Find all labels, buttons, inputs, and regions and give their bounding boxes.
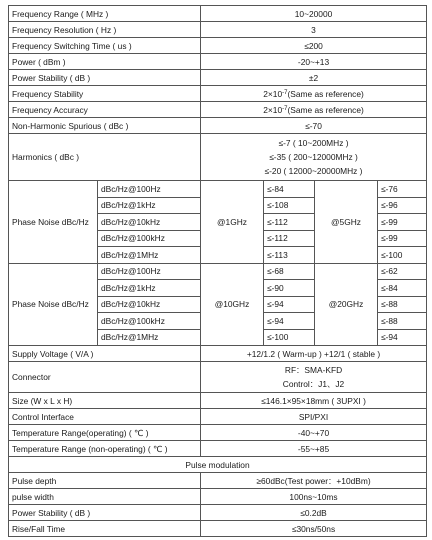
phase-noise-value: ≤-100 — [264, 329, 315, 346]
param-value — [201, 86, 427, 102]
param-label: Power ( dBm ) — [9, 54, 201, 70]
phase-noise-row — [9, 181, 427, 198]
row-rise-fall-time — [9, 521, 427, 537]
harmonic-line: ≤-20 ( 12000~20000MHz ) — [264, 166, 363, 176]
row-spurious — [9, 118, 427, 134]
param-label: Frequency Switching Time ( us ) — [9, 38, 201, 54]
connector-control: Control：J1、J2 — [282, 379, 345, 389]
row-size — [9, 393, 427, 409]
param-value: SPI/PXI — [201, 409, 427, 425]
row-supply-voltage — [9, 346, 427, 362]
phase-noise-value: ≤-112 — [264, 214, 315, 231]
param-value: ≤-70 — [201, 118, 427, 134]
phase-noise-value: ≤-94 — [264, 296, 315, 313]
param-label: Frequency Accuracy — [9, 102, 201, 118]
param-value: -40~+70 — [201, 425, 427, 441]
harmonic-line: ≤-35 ( 200~12000MHz ) — [269, 152, 358, 162]
param-label: Connector — [9, 362, 201, 393]
carrier-frequency: @5GHz — [315, 181, 378, 264]
phase-noise-value: ≤-88 — [378, 296, 427, 313]
row-power-stability — [9, 70, 427, 86]
param-value: ≥60dBc(Test power：+10dBm) — [201, 473, 427, 489]
offset-label: dBc/Hz@10kHz — [98, 296, 201, 313]
param-value: ≤200 — [201, 38, 427, 54]
param-label: Control Interface — [9, 409, 201, 425]
phase-noise-label: Phase Noise dBc/Hz — [9, 263, 98, 346]
value-base: 2×10 — [263, 88, 283, 99]
offset-label: dBc/Hz@1MHz — [98, 329, 201, 346]
param-label: Frequency Range ( MHz ) — [9, 6, 201, 22]
param-label: Frequency Resolution ( Hz ) — [9, 22, 201, 38]
phase-noise-value: ≤-94 — [264, 313, 315, 330]
offset-label: dBc/Hz@1MHz — [98, 247, 201, 264]
phase-noise-value: ≤-90 — [264, 280, 315, 297]
param-value: -20~+13 — [201, 54, 427, 70]
row-temp-operating — [9, 425, 427, 441]
value-suffix: (Same as reference) — [287, 104, 364, 115]
connector-rf: RF：SMA-KFD — [284, 365, 343, 375]
phase-noise-label: Phase Noise dBc/Hz — [9, 181, 98, 264]
offset-label: dBc/Hz@1kHz — [98, 280, 201, 297]
param-label: Size (W x L x H) — [9, 393, 201, 409]
param-label: Pulse depth — [9, 473, 201, 489]
carrier-frequency: @10GHz — [201, 263, 264, 346]
phase-noise-value: ≤-88 — [378, 313, 427, 330]
param-value: -55~+85 — [201, 441, 427, 457]
param-value: ≤146.1×95×18mm ( 3UPXI ) — [201, 393, 427, 409]
param-label: Non-Harmonic Spurious ( dBc ) — [9, 118, 201, 134]
param-label: Temperature Range (non-operating) ( ℃ ) — [9, 441, 201, 457]
phase-noise-value: ≤-76 — [378, 181, 427, 198]
phase-noise-value: ≤-100 — [378, 247, 427, 264]
param-value: ≤0.2dB — [201, 505, 427, 521]
offset-label: dBc/Hz@100kHz — [98, 230, 201, 247]
row-switching-time — [9, 38, 427, 54]
value-exponent: -7 — [282, 105, 288, 112]
row-frequency-stability — [9, 86, 427, 102]
section-pulse-modulation — [9, 457, 427, 473]
param-value — [201, 362, 427, 393]
value-exponent: -7 — [282, 89, 288, 96]
phase-noise-value: ≤-62 — [378, 263, 427, 280]
param-value: +12/1.2 ( Warm-up ) +12/1 ( stable ) — [201, 346, 427, 362]
specification-table — [8, 5, 427, 537]
phase-noise-value: ≤-99 — [378, 230, 427, 247]
param-label: Frequency Stability — [9, 86, 201, 102]
row-connector — [9, 362, 427, 393]
param-label: Rise/Fall Time — [9, 521, 201, 537]
carrier-frequency: @20GHz — [315, 263, 378, 346]
phase-noise-value: ≤-84 — [264, 181, 315, 198]
carrier-frequency: @1GHz — [201, 181, 264, 264]
param-label: Power Stability ( dB ) — [9, 505, 201, 521]
value-suffix: (Same as reference) — [287, 88, 364, 99]
param-value: 10~20000 — [201, 6, 427, 22]
offset-label: dBc/Hz@100Hz — [98, 263, 201, 280]
row-pulse-width — [9, 489, 427, 505]
offset-label: dBc/Hz@100kHz — [98, 313, 201, 330]
row-control-interface — [9, 409, 427, 425]
row-pulse-power-stability — [9, 505, 427, 521]
value-base: 2×10 — [263, 104, 283, 115]
phase-noise-row — [9, 263, 427, 280]
row-frequency-resolution — [9, 22, 427, 38]
param-value: ±2 — [201, 70, 427, 86]
harmonic-line: ≤-7 ( 10~200MHz ) — [278, 138, 349, 148]
row-frequency-range — [9, 6, 427, 22]
phase-noise-value: ≤-84 — [378, 280, 427, 297]
param-label: Supply Voltage ( V/A ) — [9, 346, 201, 362]
offset-label: dBc/Hz@100Hz — [98, 181, 201, 198]
param-label: pulse width — [9, 489, 201, 505]
param-value: ≤30ns/50ns — [201, 521, 427, 537]
row-pulse-depth — [9, 473, 427, 489]
phase-noise-value: ≤-94 — [378, 329, 427, 346]
offset-label: dBc/Hz@10kHz — [98, 214, 201, 231]
param-value: 100ns~10ms — [201, 489, 427, 505]
phase-noise-value: ≤-113 — [264, 247, 315, 264]
param-label: Harmonics ( dBc ) — [9, 134, 201, 181]
phase-noise-value: ≤-99 — [378, 214, 427, 231]
phase-noise-value: ≤-96 — [378, 197, 427, 214]
param-value: 3 — [201, 22, 427, 38]
section-title: Pulse modulation — [9, 457, 427, 473]
row-temp-nonoperating — [9, 441, 427, 457]
offset-label: dBc/Hz@1kHz — [98, 197, 201, 214]
row-harmonics — [9, 134, 427, 181]
row-power — [9, 54, 427, 70]
param-label: Power Stability ( dB ) — [9, 70, 201, 86]
param-label: Temperature Range(operating) ( ℃ ) — [9, 425, 201, 441]
phase-noise-value: ≤-112 — [264, 230, 315, 247]
param-value — [201, 134, 427, 181]
phase-noise-value: ≤-68 — [264, 263, 315, 280]
param-value — [201, 102, 427, 118]
phase-noise-value: ≤-108 — [264, 197, 315, 214]
row-frequency-accuracy — [9, 102, 427, 118]
